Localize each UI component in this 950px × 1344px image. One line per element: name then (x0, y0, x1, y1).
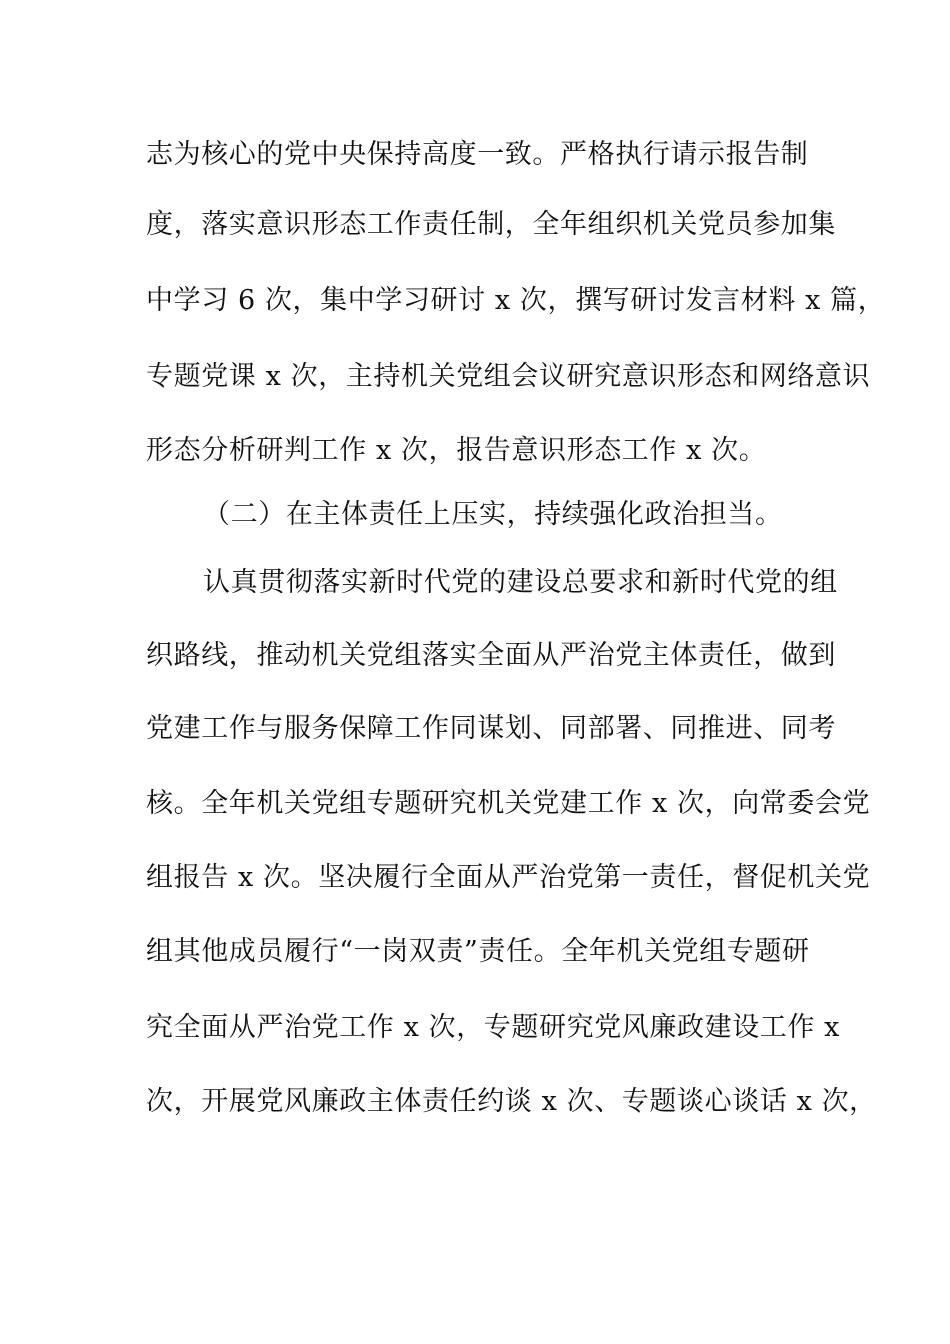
paragraph-line-3: 中学习 6 次，集中学习研讨 x 次，撰写研讨发言材料 x 篇， (146, 285, 886, 316)
paragraph-line-7: 认真贯彻落实新时代党的建设总要求和新时代党的组 (203, 567, 838, 598)
paragraph-line-4: 专题党课 x 次，主持机关党组会议研究意识形态和网络意识 (146, 361, 871, 392)
paragraph-line-9: 党建工作与服务保障工作同谋划、同部署、同推进、同考 (146, 713, 836, 744)
paragraph-line-2: 度，落实意识形态工作责任制，全年组织机关党员参加集 (146, 209, 836, 240)
paragraph-line-12: 组其他成员履行“一岗双责”责任。全年机关党组专题研 (146, 936, 810, 967)
paragraph-line-1: 志为核心的党中央保持高度一致。严格执行请示报告制 (146, 139, 809, 170)
paragraph-line-10: 核。全年机关党组专题研究机关党建工作 x 次，向常委会党 (146, 788, 871, 819)
paragraph-line-14: 次，开展党风廉政主体责任约谈 x 次、专题谈心谈话 x 次， (146, 1086, 877, 1117)
section-heading: （二）在主体责任上压实，持续强化政治担当。 (203, 499, 783, 530)
paragraph-line-13: 究全面从严治党工作 x 次，专题研究党风廉政建设工作 x (146, 1012, 841, 1043)
paragraph-line-8: 织路线，推动机关党组落实全面从严治党主体责任，做到 (146, 640, 836, 671)
paragraph-line-5: 形态分析研判工作 x 次，报告意识形态工作 x 次。 (146, 435, 767, 466)
paragraph-line-11: 组报告 x 次。坚决履行全面从严治党第一责任，督促机关党 (146, 862, 871, 893)
